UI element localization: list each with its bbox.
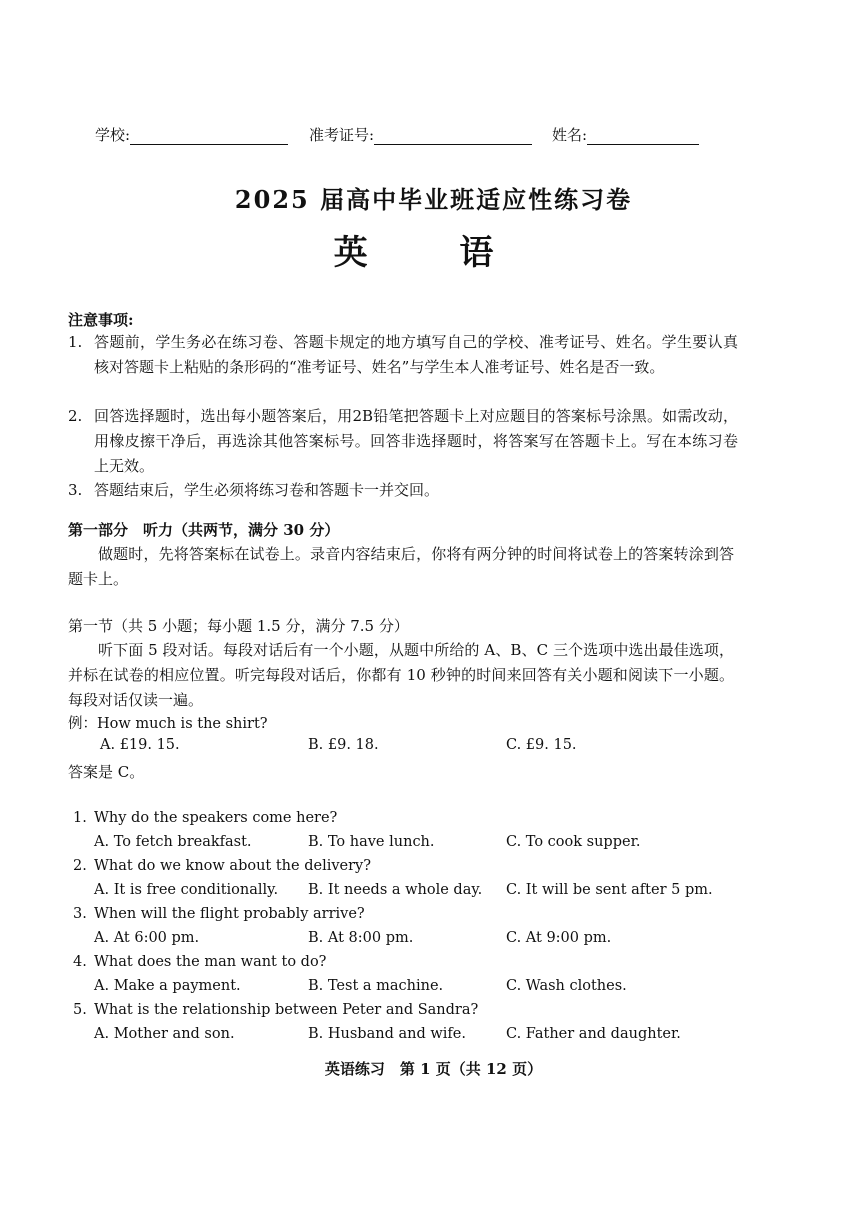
subject-title: 英 语 [333, 233, 534, 273]
exam-title: 2025 届高中毕业班适应性练习卷 [234, 185, 633, 214]
option-b: B. Husband and wife. [308, 1026, 466, 1042]
notice-item-number: 1. [68, 333, 83, 351]
notice-item-number: 3. [68, 481, 83, 499]
example-answer: 答案是 C。 [68, 763, 145, 781]
section1-heading: 第一节（共 5 小题；每小题 1.5 分，满分 7.5 分） [68, 617, 409, 635]
example-question: 例：How much is the shirt? [68, 716, 268, 732]
exam-id-label: 准考证号: [309, 126, 375, 144]
section1-instruction: 听下面 5 段对话。每段对话后有一个小题，从题中所给的 A、B、C 三个选项中选出最佳选项，并标在试卷的相应位置。听完每段对话后，你都有 10 秒钟的时间来回答有关小题和阅读下一小题。每段对话仅读一遍。 [68, 641, 734, 709]
option-a: A. It is free conditionally. [94, 882, 279, 898]
option-a: A. Mother and son. [94, 1026, 235, 1042]
notice-item-text: 答题结束后，学生必须将练习卷和答题卡一并交回。 [94, 481, 440, 499]
option-c: C. It will be sent after 5 pm. [506, 882, 713, 898]
option-b: B. It needs a whole day. [308, 882, 483, 898]
notice-item-text: 回答选择题时，选出每小题答案后，用2B铅笔把答题卡上对应题目的答案标号涂黑。如需改动，用橡皮擦干净后，再选涂其他答案标号。回答非选择题时，将答案写在答题卡上。写在本练习卷上无效。 [94, 407, 738, 475]
option-b: B. To have lunch. [308, 834, 435, 850]
question-number: 3. [73, 906, 87, 922]
part1-instruction: 做题时，先将答案标在试卷上。录音内容结束后，你将有两分钟的时间将试卷上的答案转涂到答题卡上。 [68, 545, 734, 588]
question-text: Why do the speakers come here? [94, 810, 338, 826]
page-footer: 英语练习 第 1 页（共 12 页） [324, 1060, 543, 1078]
question-text: What do we know about the delivery? [94, 858, 372, 874]
option-b: B. Test a machine. [308, 978, 444, 994]
option-c: C. At 9:00 pm. [506, 930, 612, 946]
notice-item-3 [68, 478, 738, 503]
option-a: A. At 6:00 pm. [94, 930, 200, 946]
notice-item-text: 答题前，学生务必在练习卷、答题卡规定的地方填写自己的学校、准考证号、姓名。学生要认真核对答题卡上粘贴的条形码的“准考证号、姓名”与学生本人准考证号、姓名是否一致。 [94, 333, 738, 376]
option-b: B. At 8:00 pm. [308, 930, 414, 946]
option-c: C. To cook supper. [506, 834, 641, 850]
school-field [95, 124, 288, 145]
question-number: 1. [73, 810, 87, 826]
notice-item-1 [68, 330, 738, 380]
school-input-line[interactable] [130, 130, 288, 145]
question-number: 4. [73, 954, 87, 970]
example-option-a: A. £19. 15. [100, 737, 180, 753]
example-option-b: B. £9. 18. [308, 737, 379, 753]
question-text: What does the man want to do? [94, 954, 327, 970]
example-option-c: C. £9. 15. [506, 737, 577, 753]
notice-item-2 [68, 404, 738, 479]
option-c: C. Wash clothes. [506, 978, 627, 994]
option-a: A. Make a payment. [94, 978, 241, 994]
question-text: What is the relationship between Peter and Sandra? [94, 1002, 479, 1018]
question-number: 2. [73, 858, 87, 874]
exam-id-field [309, 124, 532, 145]
exam-id-input-line[interactable] [374, 130, 532, 145]
part1-heading: 第一部分 听力（共两节，满分 30 分） [68, 521, 340, 539]
name-label: 姓名: [552, 126, 588, 144]
question-number: 5. [73, 1002, 87, 1018]
notice-heading: 注意事项: [68, 311, 134, 329]
question-text: When will the flight probably arrive? [94, 906, 365, 922]
option-c: C. Father and daughter. [506, 1026, 681, 1042]
school-label: 学校: [95, 126, 131, 144]
notice-item-number: 2. [68, 407, 83, 425]
name-field [552, 124, 699, 145]
name-input-line[interactable] [587, 130, 699, 145]
option-a: A. To fetch breakfast. [94, 834, 252, 850]
